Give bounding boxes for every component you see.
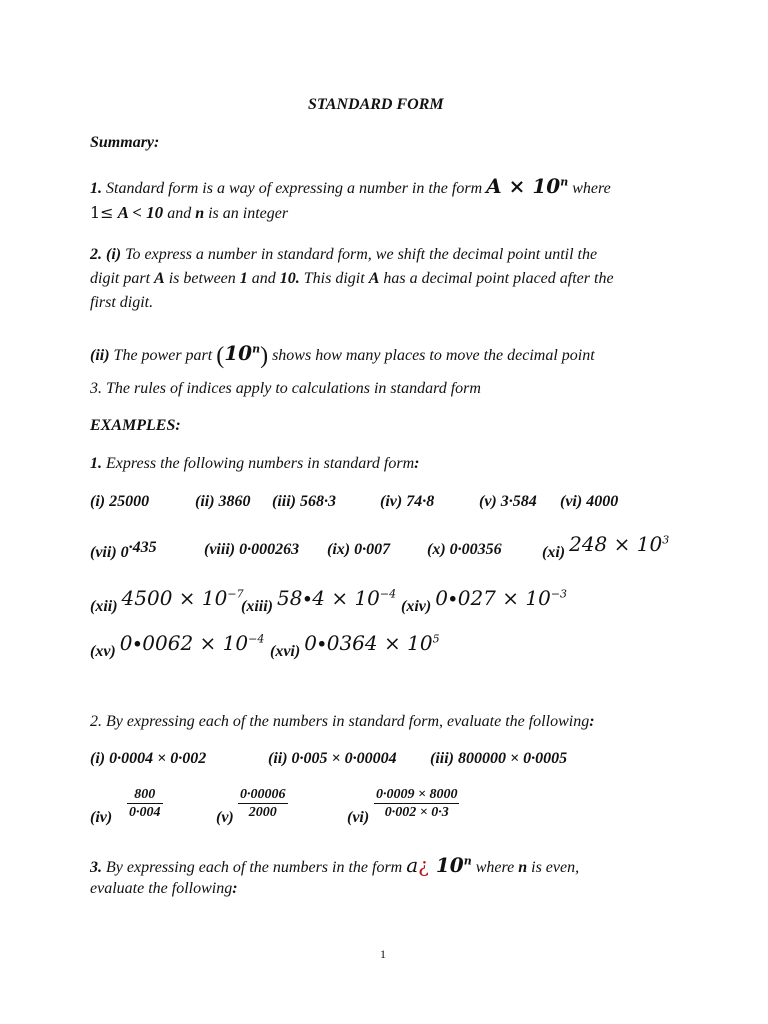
q2-item-i: (i) 0∙0004 × 0∙002 — [90, 750, 207, 767]
q2-item-vi-label: (vi) — [347, 809, 370, 826]
q1-item-xiii: (xiii) $58\cdot 4 \times 10^{-4}$ — [241, 586, 397, 615]
page-title: STANDARD FORM — [308, 96, 444, 113]
q1-item-xv: (xv) $0\cdot 0062 \times 10^{-4}$ — [90, 631, 265, 660]
examples-heading: EXAMPLES: — [90, 417, 181, 434]
q2-item-v-fraction — [238, 786, 288, 821]
summary-heading: Summary: — [90, 134, 160, 151]
q2-item-ii: (ii) 0∙005 × 0∙00004 — [268, 750, 397, 767]
summary-point-1-line-2: 1≤ A < 10 and n is an integer — [90, 203, 289, 222]
q1-item-xiv: (xiv) $0\cdot 027 \times 10^{-3}$ — [401, 586, 568, 615]
q2-item-vi-fraction — [374, 786, 459, 821]
q1-item-xii: (xii) $4500 \times 10^{-7}$ — [90, 586, 244, 615]
q1-item-i: (i) 25000 — [90, 493, 150, 510]
question-3-line-2: evaluate the following: — [90, 880, 238, 897]
paren-close: ) — [260, 343, 269, 369]
q1-item-xvi: (xvi) $0\cdot 0364 \times 10^5$ — [270, 631, 440, 660]
q2-item-v-label: (v) — [216, 809, 234, 826]
q1-item-xi: (xi) $248 \times 10^3$ — [542, 532, 670, 561]
q1-item-iii: (iii) 568∙3 — [272, 493, 336, 510]
summary-point-2-line-2: digit part A is between 1 and 10. This digit A has a decimal point placed after the — [90, 270, 614, 287]
condition-le: 1≤ — [90, 203, 114, 222]
point-1-expression: $A \times 10^n$ — [486, 174, 569, 198]
q1-item-vii: (vii) 0∙435 — [90, 539, 157, 561]
q1-item-x: (x) 0∙00356 — [427, 541, 502, 558]
point-1-where: where — [572, 180, 611, 197]
point-1-number: 1. — [90, 180, 102, 197]
summary-point-2-line-3: first digit. — [90, 294, 154, 311]
summary-point-1 — [90, 176, 611, 199]
fraction-denominator: 0∙002 × 0∙3 — [384, 805, 449, 820]
q1-item-v: (v) 3∙584 — [479, 493, 537, 510]
q1-item-ii: (ii) 3860 — [195, 493, 251, 510]
summary-point-3: 3. The rules of indices apply to calculations in standard form — [90, 380, 481, 397]
page-number: 1 — [380, 947, 386, 961]
summary-point-2-line-1: 2. (i) To express a number in standard form, we shift the decimal point until the — [90, 246, 598, 263]
q2-item-iv-fraction — [127, 786, 163, 821]
q1-item-ix: (ix) 0∙007 — [327, 541, 391, 558]
fraction-denominator: 0∙004 — [129, 805, 161, 820]
question-3: 3. By expressing each of the numbers in the form a¿ 10$^n$ where n is even, — [90, 853, 580, 877]
summary-point-2-ii: (ii) The power part (10$^n$) shows how many places to move the decimal point — [90, 341, 595, 369]
fraction-numerator: 800 — [127, 786, 163, 804]
fraction-numerator: 0∙00006 — [240, 787, 286, 802]
power-part-expression: 10$^n$ — [224, 341, 261, 365]
question-1: 1. Express the following numbers in standard form: — [90, 455, 420, 472]
q1-item-vi: (vi) 4000 — [560, 493, 619, 510]
q1-item-viii: (viii) 0∙000263 — [204, 541, 300, 558]
q3-expression: a¿ 10$^n$ — [406, 853, 472, 877]
q2-item-iii: (iii) 800000 × 0∙0005 — [430, 750, 568, 767]
q2-item-iv-label: (iv) — [90, 809, 113, 826]
question-2: 2. By expressing each of the numbers in standard form, evaluate the following: — [90, 713, 595, 730]
point-1-text: Standard form is a way of expressing a number in the form — [106, 180, 483, 197]
fraction-denominator: 2000 — [248, 805, 277, 820]
paren-open: ( — [216, 343, 225, 369]
q1-item-iv: (iv) 74∙8 — [380, 493, 435, 510]
fraction-numerator: 0∙0009 × 8000 — [376, 787, 458, 802]
